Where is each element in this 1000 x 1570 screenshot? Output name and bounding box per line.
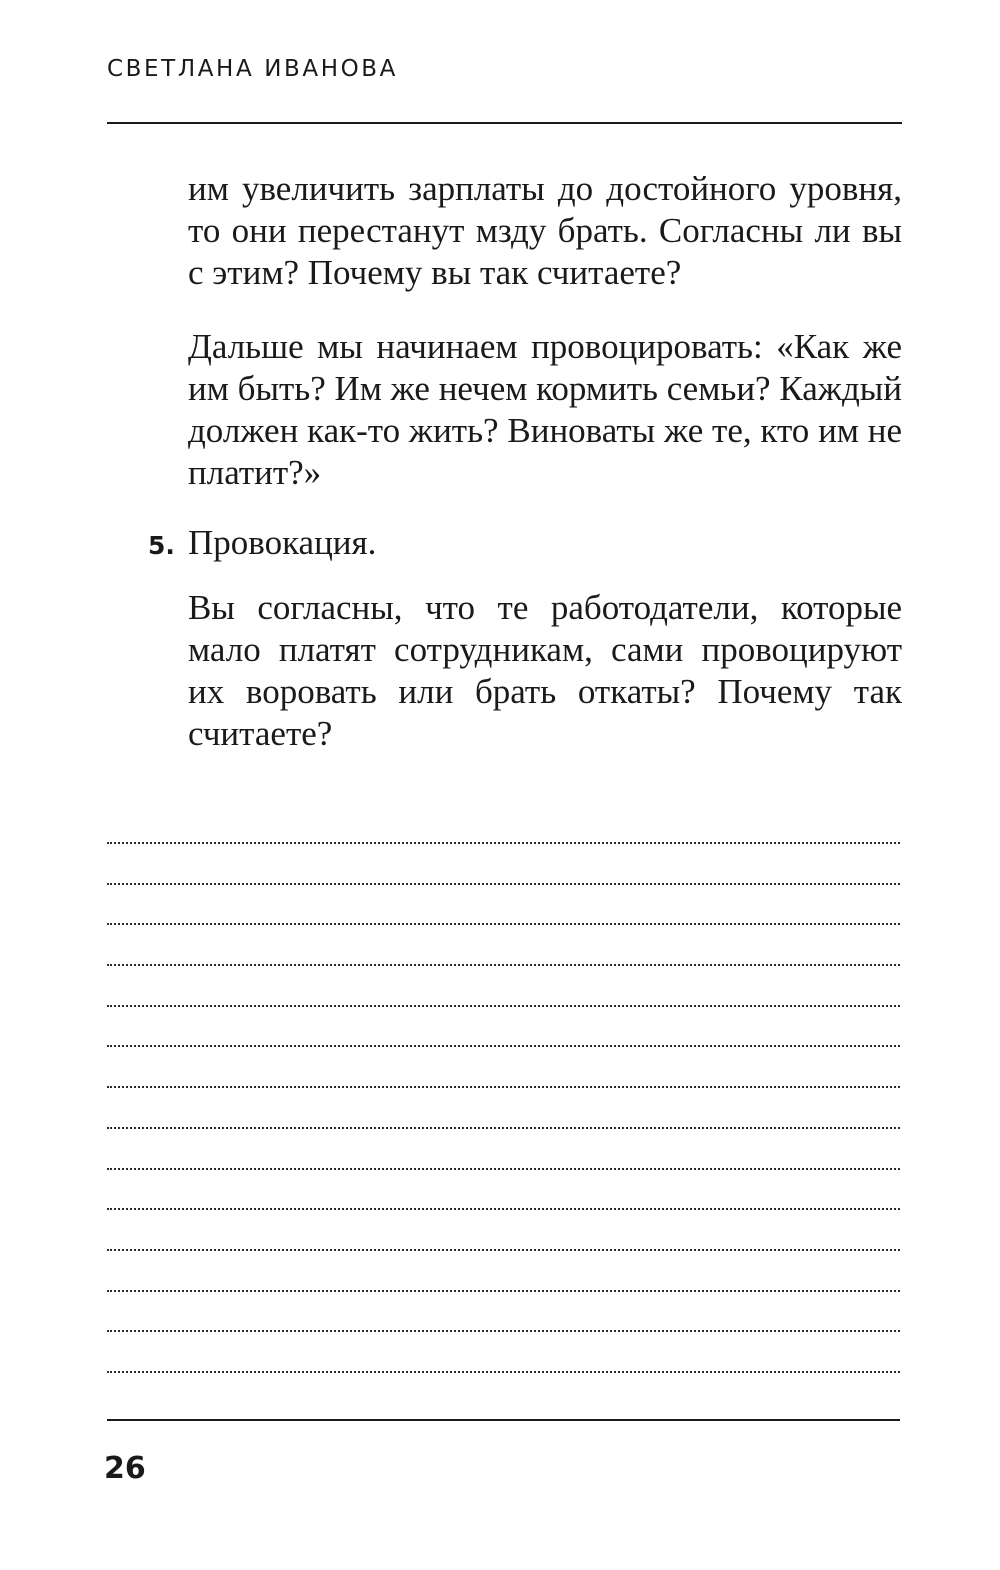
running-head: СВЕТЛАНА ИВАНОВА (107, 56, 399, 82)
answer-line (107, 1249, 900, 1251)
answer-line (107, 1045, 900, 1047)
header-rule (107, 122, 902, 124)
answer-line (107, 1290, 900, 1292)
answer-line (107, 1208, 900, 1210)
answer-line (107, 1168, 900, 1170)
answer-line (107, 1086, 900, 1088)
page-number: 26 (104, 1451, 146, 1486)
answer-line (107, 883, 900, 885)
answer-lines (107, 842, 900, 1412)
paragraph-2: Дальше мы начинаем провоцировать: «Как же им быть? Им же нечем кормить семьи? Каждый должен как-то жить? Виноваты же те, кто им не платит?» (188, 327, 902, 492)
paragraph-3: Вы согласны, что те работодатели, которые мало платят сотрудникам, сами провоцируют их воровать или брать откаты? Почему так считаете? (188, 588, 902, 753)
paragraph-1: им увеличить зарплаты до достойного уровня, то они перестанут мзду брать. Согласны ли вы с этим? Почему вы так считаете? (188, 169, 902, 292)
answer-line (107, 1371, 900, 1373)
answer-line (107, 1127, 900, 1129)
footer-rule (107, 1419, 900, 1421)
answer-line (107, 964, 900, 966)
list-item-label: Провокация. (188, 523, 377, 562)
answer-line (107, 923, 900, 925)
answer-line (107, 1330, 900, 1332)
answer-line (107, 1005, 900, 1007)
answer-line (107, 842, 900, 844)
list-item-number: 5. (148, 531, 175, 560)
list-item-5 (148, 522, 902, 564)
